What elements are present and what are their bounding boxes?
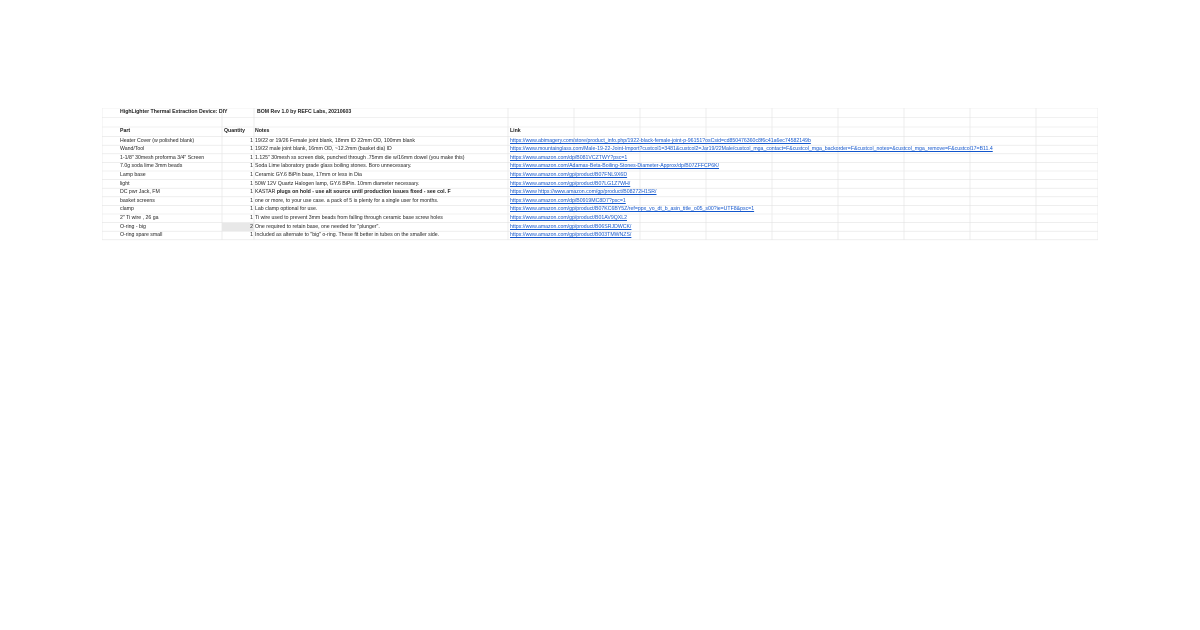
notes-cell xyxy=(255,180,419,189)
quantity-cell: 1 xyxy=(250,180,253,187)
notes-cell xyxy=(255,188,451,197)
notes-cell xyxy=(255,223,380,232)
part-cell: 7.0g soda lime 3mm beads xyxy=(120,163,183,170)
title-row xyxy=(102,108,1098,117)
product-link[interactable]: https://www.amazon.com/gp/product/B01AV9QXL2 xyxy=(510,215,627,221)
notes-cell xyxy=(255,197,438,206)
part-cell: DC pwr Jack, FM xyxy=(120,189,160,196)
notes-text: Lab clamp optional for use. xyxy=(255,206,318,213)
notes-text: Ceramic GY.6 BiPin base, 17mm or less in Dia xyxy=(255,172,362,178)
quantity-cell: 1 xyxy=(250,146,253,153)
notes-text: plugs on hold - use alt source until production issues fixed - see col. F xyxy=(276,189,451,196)
quantity-cell: 1 xyxy=(250,215,253,221)
part-cell: basket screens xyxy=(120,197,155,204)
quantity-cell: 1 xyxy=(250,197,253,204)
quantity-cell: 1 xyxy=(250,232,253,239)
table-row xyxy=(102,137,1098,146)
product-link[interactable]: https://www.amazon.com/dp/B0919MC8D7?psc=1 xyxy=(510,197,626,204)
table-row xyxy=(102,180,1098,189)
table-row xyxy=(102,214,1098,223)
product-link[interactable]: https://www.abimagery.com/store/product_info.php/1922-black-female-joint-p-96151?osCsid=cd850476360c8f6c41a6ec74582149b xyxy=(510,137,811,144)
notes-text: Ti wire used to prevent 3mm beads from falling through ceramic base screw holes xyxy=(255,215,443,221)
part-cell: O-ring - big xyxy=(120,223,146,230)
quantity-cell: 1 xyxy=(250,189,253,196)
notes-text: KASTAR xyxy=(255,189,277,196)
table-row xyxy=(102,223,1098,232)
product-link[interactable]: https://www.amazon.com/gp/product/B06SRJDWCK/ xyxy=(510,223,632,230)
product-link[interactable]: https://www.mountainglass.com/Male-19-22-Joint-Import?custcol1=3481&custcol2=Jar19/22Male/custcol_mga_contact=F&custcol_mga_backorder=F&custcol_notes=&custcol_mga_remove=F&custcol17=B11.4 xyxy=(510,146,993,153)
product-link[interactable]: https://www.amazon.com/gp/product/B003TMWNZS/ xyxy=(510,232,632,239)
table-row xyxy=(102,205,1098,214)
header-quantity: Quantity xyxy=(224,128,246,134)
notes-cell xyxy=(255,145,392,154)
notes-cell xyxy=(255,205,317,214)
quantity-cell: 1 xyxy=(250,163,253,170)
notes-text: 1.125" 30mesh ss screen disk, punched through .75mm die w/16mm dowel (you make this) xyxy=(255,154,465,161)
table-row xyxy=(102,231,1098,240)
part-cell: Wand/Tool xyxy=(120,146,145,153)
notes-cell xyxy=(255,231,439,240)
table-row xyxy=(102,162,1098,171)
quantity-cell: 2 xyxy=(222,223,254,232)
notes-text: 50W 12V Quartz Halogen lamp, GY.6 BiPin. 10mm diameter necessary. xyxy=(255,180,420,187)
product-link[interactable]: https://www.amazon.com/Adamas-Beta-Boiling-Stones-Diameter-Approx/dp/B07ZFFCP6K/ xyxy=(510,163,720,170)
sheet-subtitle: BOM Rev 1.0 by REFC Labs, 20210603 xyxy=(257,109,352,115)
notes-cell xyxy=(255,162,411,171)
notes-text: one or more, to your use case. a pack of 5 is plenty for a single user for months. xyxy=(255,197,439,204)
part-cell: light xyxy=(120,180,130,187)
product-link[interactable]: https://www.amazon.com/gp/product/B07KC6BY5Z/ref=ppx_yo_dt_b_asin_title_o05_s00?ie=UTF8&psc=1 xyxy=(510,206,755,213)
notes-cell xyxy=(255,137,415,146)
table-row xyxy=(102,171,1098,180)
part-cell: O-ring spare small xyxy=(120,232,163,239)
table-row xyxy=(102,188,1098,197)
product-link[interactable]: https://www.amazon.com/gp/product/B07LG1Z7WH/ xyxy=(510,180,631,187)
quantity-cell: 1 xyxy=(250,154,253,161)
part-cell: clamp xyxy=(120,206,134,213)
notes-cell xyxy=(255,214,443,223)
part-cell: Lamp base xyxy=(120,172,146,178)
notes-cell xyxy=(255,171,362,180)
notes-text: One required to retain base, one needed for "plunger". xyxy=(255,223,380,230)
part-cell: Heater Cover (w polished blank) xyxy=(120,137,195,144)
table-row xyxy=(102,154,1098,163)
quantity-cell: 1 xyxy=(250,206,253,213)
header-row xyxy=(102,127,1098,136)
notes-text: Included as alternate to "big" o-ring. These fit better in tubes on the smaller side. xyxy=(255,232,440,239)
header-notes: Notes xyxy=(255,128,270,134)
product-link[interactable]: https://www.amazon.com/gp/product/B07FNL9X6D xyxy=(510,172,628,178)
notes-text: Soda Lime laboratory grade glass boiling stones. Boro unnecessary. xyxy=(255,163,412,170)
table-row xyxy=(102,145,1098,154)
notes-text: 19/22 or 19/26 Female joint blank, 18mm ID 22mm OD, 100mm blank xyxy=(255,137,416,144)
sheet-title: HighLighter Thermal Extraction Device: DIY xyxy=(120,109,228,115)
product-link[interactable]: https://www https://www.amazon.com/gp/product/B08272H1SR/ xyxy=(510,189,657,196)
quantity-cell: 1 xyxy=(250,172,253,178)
header-part: Part xyxy=(120,128,131,134)
product-link[interactable]: https://www.amazon.com/dp/B081VCZTWY?psc=1 xyxy=(510,154,628,161)
header-link: Link xyxy=(510,128,521,134)
table-row xyxy=(102,197,1098,206)
part-cell: 2" Ti wire , 26 ga xyxy=(120,215,159,221)
notes-cell xyxy=(255,154,464,163)
notes-text: 19/22 male joint blank, 16mm OD, ~12.2mm (basket dia) ID xyxy=(255,146,392,153)
part-cell: 1-1/8" 30mesh proforma 3/4" Screen xyxy=(120,154,205,161)
quantity-cell: 1 xyxy=(250,137,253,144)
